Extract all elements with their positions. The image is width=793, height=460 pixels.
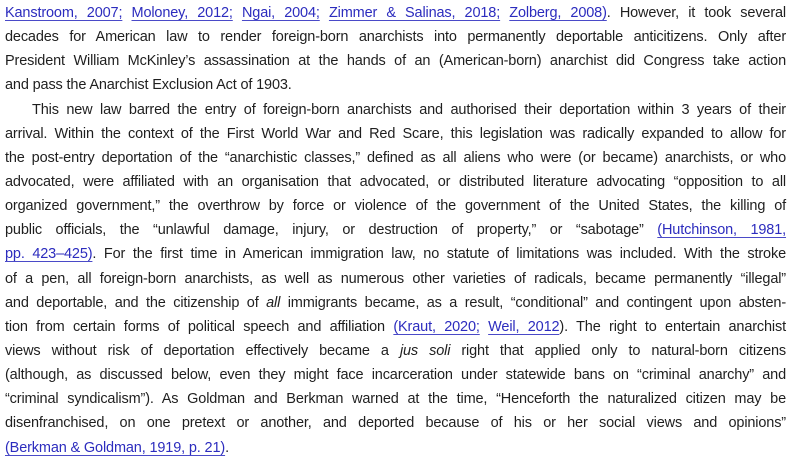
text-line — [5, 291, 786, 315]
text-run — [122, 5, 131, 21]
text-line — [5, 146, 786, 170]
citation-link[interactable]: (Kraut, 2020; — [393, 318, 480, 335]
citation-link[interactable]: Zolberg, 2008) — [509, 5, 607, 21]
text-line — [5, 363, 786, 387]
text-run: the post-entry deportation of the “anarchistic classes,” defined as all aliens who were (or became) anarchists, or who — [5, 149, 786, 166]
text-run: . — [225, 439, 229, 456]
text-run: tion from certain forms of political speech and affiliation — [5, 318, 394, 335]
citation-link[interactable]: Zimmer & Salinas, 2018; — [328, 5, 501, 21]
text-run: . For the first time in American immigration law, no statute of limitations was included. With the stroke — [92, 246, 786, 263]
text-line — [5, 387, 786, 411]
text-line — [5, 98, 786, 122]
text-line — [5, 315, 786, 339]
text-run: immigrants became, as a result, “conditional” and contingent upon absten- — [280, 294, 787, 311]
text-run — [500, 5, 509, 21]
text-run: . However, it took several — [606, 5, 786, 21]
text-run: arrival. Within the context of the First World War and Red Scare, this legislation was radically expanded to allow for — [5, 125, 786, 142]
text-run: right that applied only to natural-born citizens — [450, 342, 786, 359]
citation-link[interactable]: (Hutchinson, 1981, — [657, 222, 787, 239]
text-run: disenfranchised, on one pretext or another, and deported because of his or her social views and opinions” — [5, 415, 786, 432]
text-line — [5, 49, 786, 73]
text-line — [5, 339, 786, 363]
text-line — [5, 1, 786, 25]
citation-link[interactable]: (Berkman & Goldman, 1919, p. 21) — [5, 439, 226, 456]
text-line — [5, 436, 786, 460]
text-run: of a pen, all foreign-born anarchists, as well as numerous other varieties of radicals, became permanently “illegal” — [5, 270, 786, 287]
citation-link[interactable]: pp. 423–425) — [5, 246, 93, 263]
citation-link[interactable]: Moloney, 2012; — [131, 5, 233, 21]
text-line — [5, 218, 786, 242]
text-run: public officials, the “unlawful damage, injury, or destruction of property,” or “sabotage” — [5, 222, 658, 239]
text-run: and deportable, and the citizenship of — [5, 294, 267, 311]
text-run: decades for American law to render foreign-born anarchists into permanently deportable anticitizens. Only after — [5, 29, 786, 46]
text-line — [5, 411, 786, 435]
italic-text: all — [266, 294, 281, 311]
text-run: organized government,” the overthrow by force or violence of the government of the United States, the killing of — [5, 198, 786, 215]
text-line — [5, 25, 786, 49]
italic-text: jus soli — [399, 342, 451, 359]
text-run — [320, 5, 329, 21]
text-run — [480, 319, 488, 335]
text-line — [5, 267, 786, 291]
text-run: ). The right to entertain anarchist — [559, 318, 786, 335]
text-run: President William McKinley’s assassination at the hands of an (American-born) anarchist did Congress take action — [5, 53, 786, 70]
text-run: This new law barred the entry of foreign-born anarchists and authorised their deportation within 3 years of their — [32, 101, 786, 118]
text-run: and pass the Anarchist Exclusion Act of 1903. — [5, 77, 292, 94]
text-run: “criminal syndicalism”). As Goldman and Berkman warned at the time, “Henceforth the naturalized citizen may be — [5, 391, 786, 408]
text-run: advocated, were affiliated with an organisation that advocated, or distributed literature advocating “opposition to all — [5, 173, 786, 190]
text-line — [5, 122, 786, 146]
citation-link[interactable]: Weil, 2012 — [488, 318, 560, 335]
citation-link[interactable]: Ngai, 2004; — [241, 5, 320, 21]
text-line — [5, 242, 786, 266]
text-line — [5, 170, 786, 194]
text-line — [5, 73, 786, 97]
citation-link[interactable]: Kanstroom, 2007; — [5, 5, 123, 21]
text-line — [5, 194, 786, 218]
text-run: views without risk of deportation effectively became a — [5, 342, 400, 359]
text-run — [233, 5, 242, 21]
text-run: (although, as discussed below, even they might face incarceration under statewide bans on “criminal anarchy” and — [5, 367, 786, 384]
